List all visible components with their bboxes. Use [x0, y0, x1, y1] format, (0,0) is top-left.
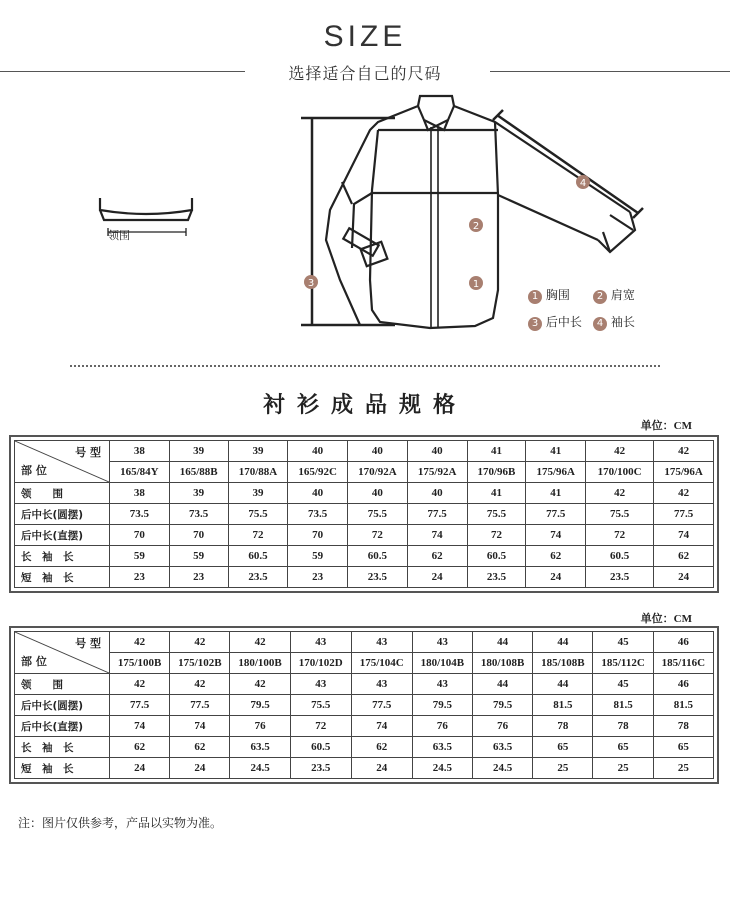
size-cell: 42 — [170, 632, 230, 653]
size-cell: 39 — [169, 441, 228, 462]
value-cell: 24 — [351, 758, 412, 779]
row-label: 后中长(圆摆) — [15, 695, 110, 716]
value-cell: 65 — [593, 737, 653, 758]
row-label: 领 围 — [15, 674, 110, 695]
value-cell: 73.5 — [288, 504, 348, 525]
corner-top-label: 号 型 — [75, 446, 101, 459]
value-cell: 75.5 — [467, 504, 526, 525]
value-cell: 77.5 — [110, 695, 170, 716]
table-row — [15, 716, 714, 737]
value-cell: 78 — [653, 716, 713, 737]
legend-item-3: 3 后中长 — [528, 313, 582, 331]
size-cell: 39 — [228, 441, 288, 462]
size-cell: 40 — [348, 441, 408, 462]
marker-1 — [469, 276, 483, 290]
size-cell: 42 — [586, 441, 654, 462]
value-cell: 70 — [110, 525, 170, 546]
type-cell: 180/100B — [230, 653, 290, 674]
row-label: 长 袖 长 — [15, 737, 110, 758]
svg-text:4: 4 — [579, 178, 587, 189]
size-cell: 43 — [412, 632, 472, 653]
value-cell: 63.5 — [473, 737, 533, 758]
type-cell: 175/100B — [110, 653, 170, 674]
legend-item-4: 4 袖长 — [593, 313, 635, 331]
value-cell: 74 — [351, 716, 412, 737]
value-cell: 60.5 — [228, 546, 288, 567]
table-row — [15, 737, 714, 758]
value-cell: 24.5 — [230, 758, 290, 779]
value-cell: 40 — [407, 483, 467, 504]
corner-bottom-label: 部 位 — [21, 655, 47, 668]
size-table-grid — [14, 631, 714, 779]
value-cell: 72 — [348, 525, 408, 546]
value-cell: 59 — [169, 546, 228, 567]
value-cell: 62 — [170, 737, 230, 758]
size-cell: 40 — [407, 441, 467, 462]
value-cell: 78 — [593, 716, 653, 737]
header-row-size — [15, 441, 714, 462]
size-cell: 42 — [654, 441, 714, 462]
value-cell: 39 — [169, 483, 228, 504]
value-cell: 81.5 — [533, 695, 593, 716]
type-cell: 170/96B — [467, 462, 526, 483]
size-cell: 43 — [351, 632, 412, 653]
type-cell: 170/102D — [290, 653, 351, 674]
marker-3 — [304, 275, 318, 289]
value-cell: 65 — [533, 737, 593, 758]
value-cell: 62 — [351, 737, 412, 758]
value-cell: 60.5 — [348, 546, 408, 567]
value-cell: 46 — [653, 674, 713, 695]
value-cell: 23.5 — [586, 567, 654, 588]
value-cell: 79.5 — [230, 695, 290, 716]
row-label: 后中长(直摆) — [15, 525, 110, 546]
value-cell: 79.5 — [473, 695, 533, 716]
svg-text:1: 1 — [472, 279, 480, 290]
unit-label-2: 单位：CM — [640, 613, 692, 625]
type-cell: 165/88B — [169, 462, 228, 483]
value-cell: 62 — [407, 546, 467, 567]
type-cell: 165/84Y — [110, 462, 170, 483]
value-cell: 70 — [169, 525, 228, 546]
size-table-2 — [9, 626, 719, 784]
value-cell: 70 — [288, 525, 348, 546]
value-cell: 40 — [288, 483, 348, 504]
value-cell: 81.5 — [653, 695, 713, 716]
size-cell: 43 — [290, 632, 351, 653]
value-cell: 42 — [170, 674, 230, 695]
value-cell: 76 — [230, 716, 290, 737]
value-cell: 77.5 — [170, 695, 230, 716]
legend-item-1: 1 胸围 — [528, 286, 570, 304]
type-cell: 175/96A — [654, 462, 714, 483]
table-row — [15, 674, 714, 695]
size-cell: 38 — [110, 441, 170, 462]
value-cell: 23 — [169, 567, 228, 588]
value-cell: 76 — [412, 716, 472, 737]
size-cell: 41 — [467, 441, 526, 462]
value-cell: 74 — [654, 525, 714, 546]
value-cell: 72 — [467, 525, 526, 546]
value-cell: 25 — [533, 758, 593, 779]
header-row-size — [15, 632, 714, 653]
value-cell: 39 — [228, 483, 288, 504]
size-cell: 41 — [526, 441, 586, 462]
value-cell: 41 — [526, 483, 586, 504]
type-cell: 165/92C — [288, 462, 348, 483]
value-cell: 75.5 — [290, 695, 351, 716]
value-cell: 63.5 — [412, 737, 472, 758]
size-cell: 45 — [593, 632, 653, 653]
shirt-diagram — [0, 90, 730, 350]
table-row — [15, 483, 714, 504]
type-cell: 170/92A — [348, 462, 408, 483]
value-cell: 77.5 — [654, 504, 714, 525]
type-cell: 175/104C — [351, 653, 412, 674]
unit-label-1: 单位：CM — [640, 420, 692, 432]
value-cell: 42 — [110, 674, 170, 695]
size-cell: 42 — [230, 632, 290, 653]
value-cell: 63.5 — [230, 737, 290, 758]
type-cell: 175/96A — [526, 462, 586, 483]
value-cell: 73.5 — [169, 504, 228, 525]
type-cell: 180/104B — [412, 653, 472, 674]
value-cell: 77.5 — [351, 695, 412, 716]
value-cell: 23.5 — [467, 567, 526, 588]
value-cell: 23.5 — [348, 567, 408, 588]
legend-item-2: 2 肩宽 — [593, 286, 635, 304]
type-cell: 180/108B — [473, 653, 533, 674]
size-table-grid — [14, 440, 714, 588]
value-cell: 42 — [230, 674, 290, 695]
value-cell: 41 — [467, 483, 526, 504]
value-cell: 74 — [407, 525, 467, 546]
collar-label: 领围 — [108, 229, 130, 242]
value-cell: 43 — [351, 674, 412, 695]
value-cell: 44 — [473, 674, 533, 695]
row-label: 短 袖 长 — [15, 758, 110, 779]
marker-4 — [576, 175, 590, 189]
svg-text:3: 3 — [307, 278, 315, 289]
type-cell: 170/100C — [586, 462, 654, 483]
value-cell: 59 — [110, 546, 170, 567]
table-row — [15, 546, 714, 567]
value-cell: 24 — [407, 567, 467, 588]
value-cell: 62 — [110, 737, 170, 758]
value-cell: 76 — [473, 716, 533, 737]
value-cell: 73.5 — [110, 504, 170, 525]
size-heading: SIZE — [323, 20, 407, 53]
size-cell: 40 — [288, 441, 348, 462]
value-cell: 72 — [228, 525, 288, 546]
header-row-type — [15, 462, 714, 483]
corner-top-label: 号 型 — [75, 637, 101, 650]
value-cell: 74 — [526, 525, 586, 546]
value-cell: 23.5 — [228, 567, 288, 588]
table-row — [15, 567, 714, 588]
value-cell: 78 — [533, 716, 593, 737]
value-cell: 60.5 — [290, 737, 351, 758]
row-label: 后中长(直摆) — [15, 716, 110, 737]
value-cell: 59 — [288, 546, 348, 567]
size-cell: 44 — [473, 632, 533, 653]
value-cell: 24 — [654, 567, 714, 588]
type-cell: 170/88A — [228, 462, 288, 483]
shirt-outline-icon — [326, 96, 635, 328]
value-cell: 24 — [110, 758, 170, 779]
value-cell: 74 — [170, 716, 230, 737]
value-cell: 42 — [654, 483, 714, 504]
size-cell: 42 — [110, 632, 170, 653]
type-cell: 185/116C — [653, 653, 713, 674]
type-cell: 185/112C — [593, 653, 653, 674]
row-label: 后中长(圆摆) — [15, 504, 110, 525]
value-cell: 44 — [533, 674, 593, 695]
value-cell: 65 — [653, 737, 713, 758]
value-cell: 75.5 — [228, 504, 288, 525]
size-cell: 44 — [533, 632, 593, 653]
value-cell: 24 — [526, 567, 586, 588]
value-cell: 45 — [593, 674, 653, 695]
value-cell: 79.5 — [412, 695, 472, 716]
value-cell: 42 — [586, 483, 654, 504]
svg-text:2: 2 — [472, 221, 480, 232]
corner-bottom-label: 部 位 — [21, 464, 47, 477]
type-cell: 175/102B — [170, 653, 230, 674]
value-cell: 75.5 — [586, 504, 654, 525]
type-cell: 175/92A — [407, 462, 467, 483]
value-cell: 38 — [110, 483, 170, 504]
value-cell: 24 — [170, 758, 230, 779]
value-cell: 72 — [290, 716, 351, 737]
value-cell: 62 — [526, 546, 586, 567]
value-cell: 23 — [110, 567, 170, 588]
value-cell: 62 — [654, 546, 714, 567]
row-label: 领 围 — [15, 483, 110, 504]
value-cell: 23 — [288, 567, 348, 588]
value-cell: 40 — [348, 483, 408, 504]
corner-cell — [15, 441, 110, 483]
dotted-divider — [70, 365, 660, 367]
value-cell: 60.5 — [586, 546, 654, 567]
corner-cell — [15, 632, 110, 674]
value-cell: 23.5 — [290, 758, 351, 779]
value-cell: 43 — [412, 674, 472, 695]
size-cell: 46 — [653, 632, 713, 653]
table-row — [15, 695, 714, 716]
value-cell: 81.5 — [593, 695, 653, 716]
marker-2 — [469, 218, 483, 232]
type-cell: 185/108B — [533, 653, 593, 674]
value-cell: 60.5 — [467, 546, 526, 567]
table-title: 衬衫成品规格 — [262, 392, 467, 418]
value-cell: 75.5 — [348, 504, 408, 525]
table-row — [15, 525, 714, 546]
header-row-type — [15, 653, 714, 674]
value-cell: 25 — [593, 758, 653, 779]
value-cell: 77.5 — [407, 504, 467, 525]
size-subtitle: 选择适合自己的尺码 — [288, 64, 442, 83]
value-cell: 77.5 — [526, 504, 586, 525]
value-cell: 24.5 — [412, 758, 472, 779]
value-cell: 25 — [653, 758, 713, 779]
table-row — [15, 504, 714, 525]
value-cell: 43 — [290, 674, 351, 695]
size-table-1 — [9, 435, 719, 593]
row-label: 短 袖 长 — [15, 567, 110, 588]
value-cell: 72 — [586, 525, 654, 546]
value-cell: 24.5 — [473, 758, 533, 779]
row-label: 长 袖 长 — [15, 546, 110, 567]
table-row — [15, 758, 714, 779]
disclaimer-note: 注：图片仅供参考，产品以实物为准。 — [18, 816, 223, 830]
value-cell: 74 — [110, 716, 170, 737]
